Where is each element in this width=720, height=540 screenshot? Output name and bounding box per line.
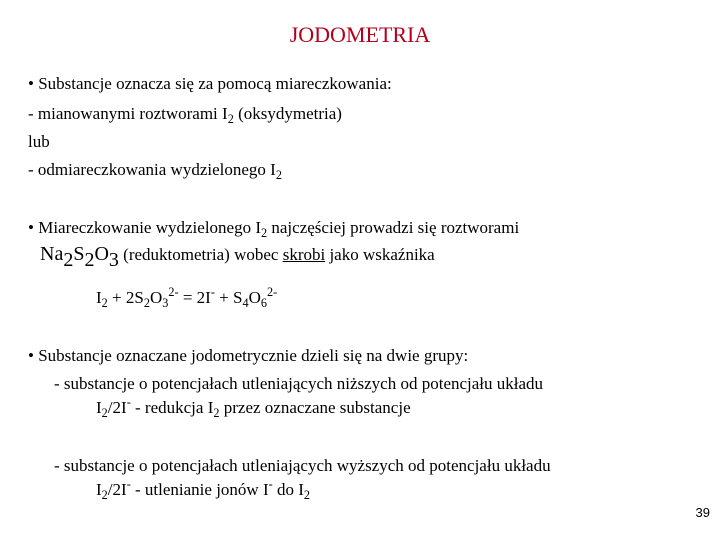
text: I [96,480,102,499]
subscript: 2 [101,295,108,310]
line-nizszych: - substancje o potencjałach utleniających niższych od potencjału układu [54,374,544,393]
line-na2s2o3 [40,242,435,271]
text: I [96,288,102,307]
text: + 2S [107,288,144,307]
text: przez oznaczane substancje [219,398,411,417]
subscript: 2 [143,295,150,310]
subscript: 3 [108,249,119,271]
subscript: 6 [260,295,267,310]
formula-s: S [73,243,85,265]
subscript: 3 [162,295,169,310]
subscript: 2 [101,487,108,502]
page-title: JODOMETRIA [289,22,431,47]
formula-na: Na [40,243,64,265]
reaction-equation [96,285,278,310]
subscript: 2 [261,225,268,240]
subscript: 2 [101,405,108,420]
line-utlenianie [96,477,310,502]
formula-o: O [94,243,109,265]
text: • Miareczkowanie wydzielonego I [28,218,261,237]
superscript: - [210,285,215,300]
page-number: 39 [695,505,710,520]
bullet-line-2 [28,218,519,238]
line-redukcja [96,395,411,420]
subscript: 2 [84,249,95,271]
text: - redukcja I [130,398,214,417]
bullet-line-3: • Substancje oznaczane jodometrycznie dzieli się na dwie grupy: [28,346,469,365]
text: - utlenianie jonów I [130,480,269,499]
text: (reduktometria) wobec [118,245,283,264]
text: O [248,288,261,307]
subscript: 2 [275,167,282,182]
text: /2I [107,398,127,417]
text: - mianowanymi roztworami I [28,104,228,123]
text: + S [214,288,243,307]
text: /2I [107,480,127,499]
line-odmiareczkowania [28,160,282,180]
superscript: - [268,477,273,492]
text: O [149,288,163,307]
superscript: - [126,395,131,410]
bullet-line-1: • Substancje oznacza się za pomocą miareczkowania: [28,74,392,93]
text: - odmiareczkowania wydzielonego I [28,160,276,179]
text: I [96,398,102,417]
line-wyzszych: - substancje o potencjałach utleniających wyższych od potencjału układu [54,456,551,475]
subscript: 2 [227,111,234,126]
text: do I [272,480,304,499]
text: najczęściej prowadzi się roztworami [267,218,520,237]
text: jako wskaźnika [325,245,435,264]
subscript: 4 [242,295,249,310]
superscript: 2- [266,285,278,300]
subscript: 2 [63,249,74,271]
superscript: - [126,477,131,492]
line-mianowanymi [28,104,342,124]
underlined-skrobi: skrobi [282,245,326,264]
subscript: 2 [213,405,220,420]
subscript: 2 [303,487,310,502]
line-lub: lub [28,132,50,151]
superscript: 2- [168,285,179,300]
text: (oksydymetria) [233,104,342,123]
text: = 2I [178,288,211,307]
